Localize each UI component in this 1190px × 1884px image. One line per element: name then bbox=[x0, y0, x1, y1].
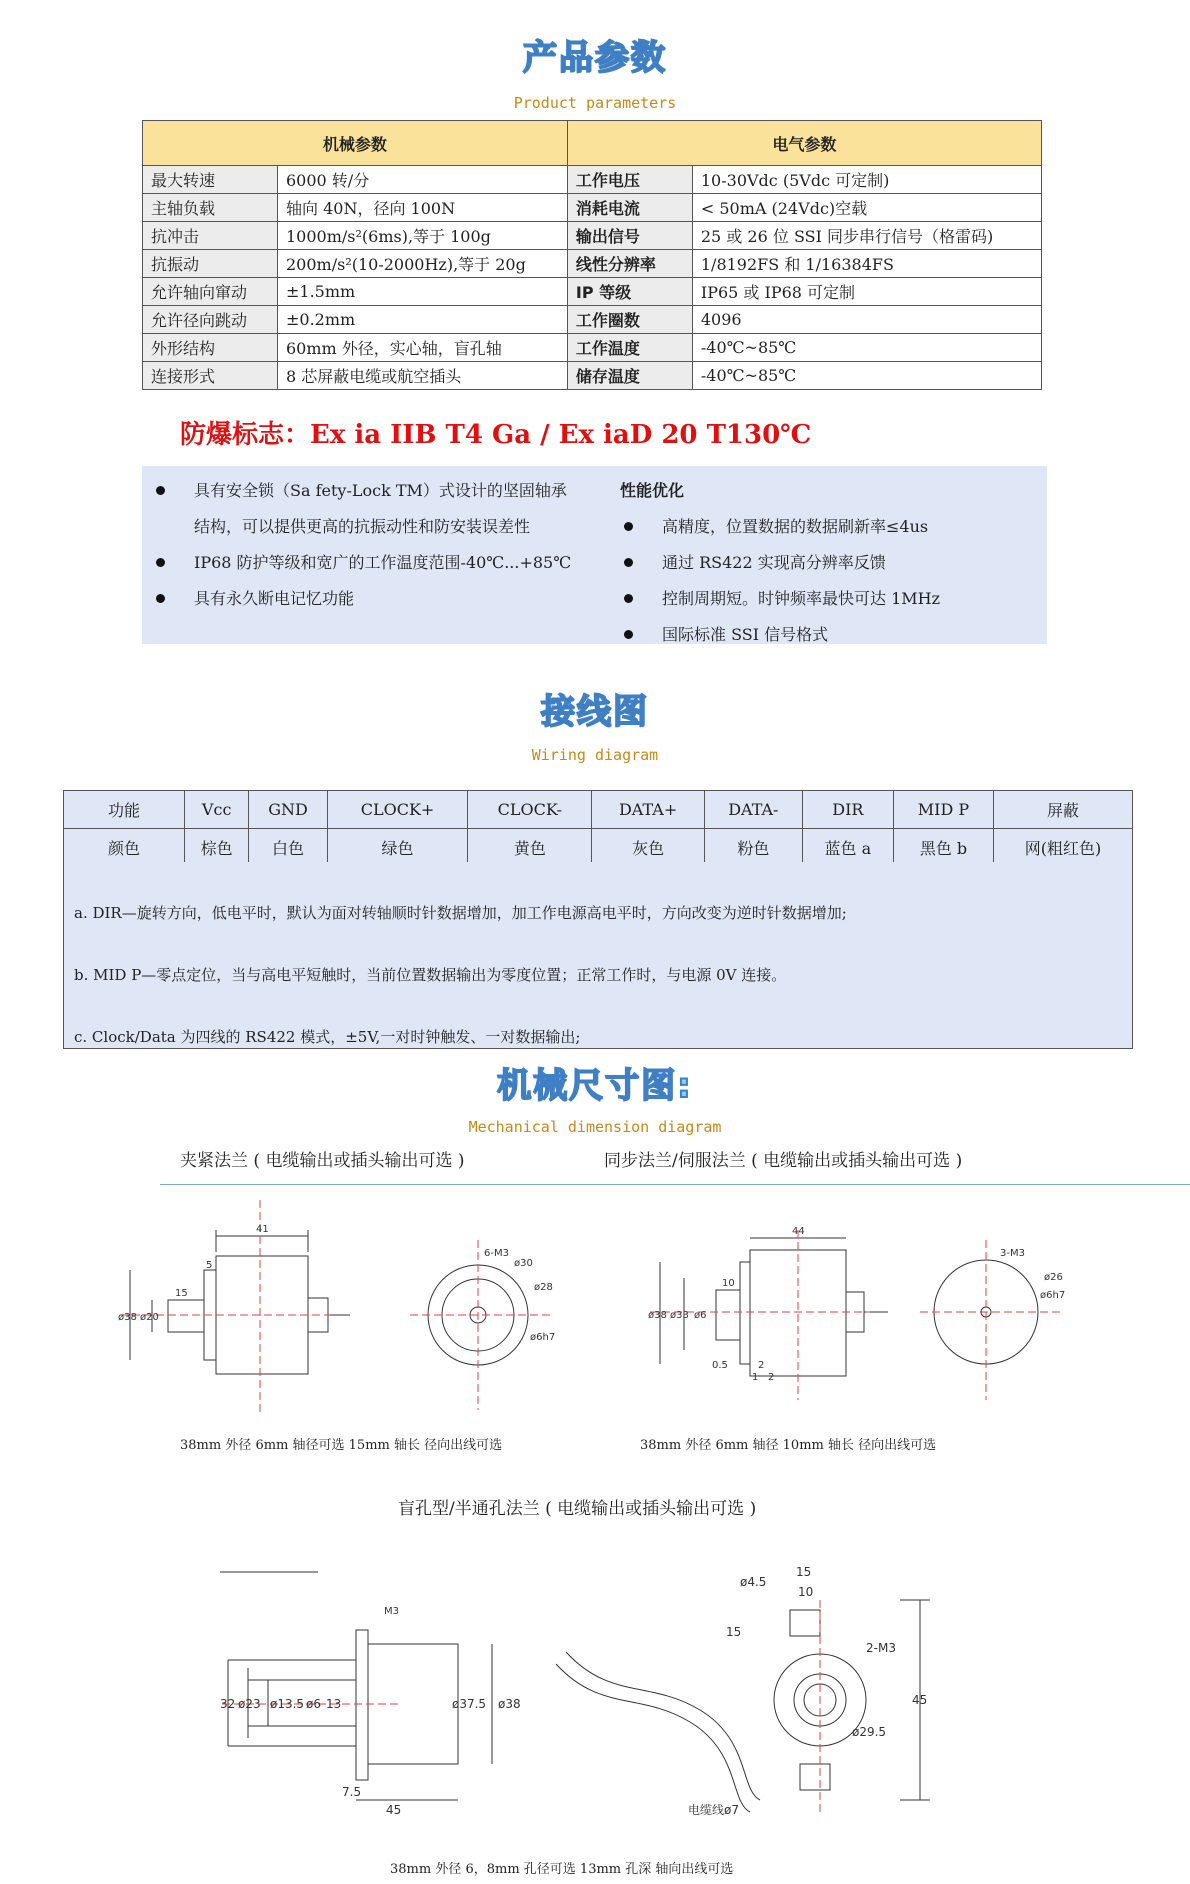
blind-hole-note: 38mm 外径 6，8mm 孔径可选 13mm 孔深 轴向出线可选 bbox=[390, 1862, 734, 1877]
elec-label: 输出信号 bbox=[567, 222, 692, 250]
elec-label: 线性分辨率 bbox=[567, 250, 692, 278]
explosion-mark: 防爆标志：Ex ia IIB T4 Ga / Ex iaD 20 T130℃ bbox=[180, 420, 812, 450]
dim-label: 电缆线ø7 bbox=[688, 1803, 739, 1817]
elec-header: 电气参数 bbox=[567, 121, 1041, 166]
wiring-cell: GND bbox=[249, 791, 327, 829]
dim-label: 3-M3 bbox=[1000, 1248, 1025, 1259]
wiring-cell: DIR bbox=[802, 791, 893, 829]
dim-label: 45 bbox=[912, 1693, 928, 1707]
dim-label: ø20 bbox=[140, 1312, 159, 1323]
wiring-cell: 黑色 b bbox=[893, 829, 993, 867]
wiring-cell: CLOCK+ bbox=[327, 791, 468, 829]
elec-value: 1/8192FS 和 1/16384FS bbox=[692, 250, 1041, 278]
mech-label: 抗振动 bbox=[143, 250, 278, 278]
mech-label: 连接形式 bbox=[143, 362, 278, 390]
elec-label: IP 等级 bbox=[567, 278, 692, 306]
dim-label: ø6 bbox=[694, 1310, 707, 1321]
elec-value: -40℃~85℃ bbox=[692, 362, 1041, 390]
dim-label: 6-M3 bbox=[484, 1248, 509, 1259]
dim-label: 2 bbox=[758, 1360, 765, 1371]
elec-label: 工作圈数 bbox=[567, 306, 692, 334]
dim-label: ø28 bbox=[534, 1282, 553, 1293]
elec-value: 10-30Vdc (5Vdc 可定制) bbox=[692, 166, 1041, 194]
dim-label: 0.5 bbox=[712, 1360, 728, 1371]
wiring-cell: 白色 bbox=[249, 829, 327, 867]
wiring-cell: 网(粗红色) bbox=[994, 829, 1133, 867]
clamp-flange-note: 38mm 外径 6mm 轴径可选 15mm 轴长 径向出线可选 bbox=[180, 1438, 503, 1453]
mech-value: 1000m/s²(6ms),等于 100g bbox=[278, 222, 568, 250]
wiring-note: a. DIR—旋转方向，低电平时，默认为面对转轴顺时针数据增加，加工作电源高电平时，方向改变为逆时针数据增加; bbox=[74, 904, 847, 922]
wiring-cell: CLOCK- bbox=[468, 791, 592, 829]
dim-label: 15 bbox=[726, 1625, 742, 1639]
blind-hole-caption: 盲孔型/半通孔法兰 ( 电缆输出或插头输出可选 ) bbox=[398, 1499, 757, 1519]
mech-value: 8 芯屏蔽电缆或航空插头 bbox=[278, 362, 568, 390]
elec-value: 4096 bbox=[692, 306, 1041, 334]
dim-label: 41 bbox=[256, 1224, 269, 1235]
mech-label: 外形结构 bbox=[143, 334, 278, 362]
mech-label: 抗冲击 bbox=[143, 222, 278, 250]
dim-label: ø33 bbox=[670, 1310, 689, 1321]
wiring-cell: DATA+ bbox=[592, 791, 705, 829]
dim-label: ø29.5 bbox=[852, 1725, 887, 1739]
mech-header: 机械参数 bbox=[143, 121, 568, 166]
dim-label: ø30 bbox=[514, 1258, 533, 1269]
feature-left: 具有安全锁（Sa fety-Lock TM）式设计的坚固轴承 bbox=[194, 481, 567, 500]
dim-label: ø4.5 bbox=[740, 1575, 767, 1589]
elec-value: 25 或 26 位 SSI 同步串行信号（格雷码) bbox=[692, 222, 1041, 250]
mech-value: 200m/s²(10-2000Hz),等于 20g bbox=[278, 250, 568, 278]
elec-value: IP65 或 IP68 可定制 bbox=[692, 278, 1041, 306]
dim-label: 45 bbox=[386, 1803, 402, 1817]
wiring-cell: 棕色 bbox=[185, 829, 249, 867]
feature-right-title: 性能优化 bbox=[620, 481, 685, 500]
dim-label: 15 bbox=[796, 1565, 812, 1579]
dim-label: 7.5 bbox=[342, 1785, 362, 1799]
wiring-cell: 绿色 bbox=[327, 829, 468, 867]
wiring-cell: DATA- bbox=[704, 791, 802, 829]
sync-flange-note: 38mm 外径 6mm 轴径 10mm 轴长 径向出线可选 bbox=[640, 1438, 937, 1453]
dim-label: ø26 bbox=[1044, 1272, 1063, 1283]
dim-label: ø38 bbox=[648, 1310, 667, 1321]
wiring-cell: 功能 bbox=[64, 791, 185, 829]
mech-value: 轴向 40N，径向 100N bbox=[278, 194, 568, 222]
mech-value: ±1.5mm bbox=[278, 278, 568, 306]
elec-value: -40℃~85℃ bbox=[692, 334, 1041, 362]
wiring-note: b. MID P—零点定位，当与高电平短触时，当前位置数据输出为零度位置；正常工作时，与电源 0V 连接。 bbox=[74, 966, 787, 984]
wiring-cell: 灰色 bbox=[592, 829, 705, 867]
mech-label: 最大转速 bbox=[143, 166, 278, 194]
mech-label: 允许轴向窜动 bbox=[143, 278, 278, 306]
feature-left: 结构，可以提供更高的抗振动性和防安装误差性 bbox=[194, 517, 531, 536]
feature-right: 国际标准 SSI 信号格式 bbox=[662, 625, 829, 644]
dim-label: ø6h7 bbox=[530, 1332, 556, 1343]
wiring-cell: 蓝色 a bbox=[802, 829, 893, 867]
mech-label: 允许径向跳动 bbox=[143, 306, 278, 334]
mechanical-title: 机械尺寸图: bbox=[497, 1066, 693, 1106]
dim-label: ø6h7 bbox=[1040, 1290, 1066, 1301]
feature-left: 具有永久断电记忆功能 bbox=[194, 589, 355, 608]
mech-value: ±0.2mm bbox=[278, 306, 568, 334]
dim-label: 13 bbox=[326, 1697, 342, 1711]
dim-label: ø23 bbox=[238, 1697, 261, 1711]
feature-left: IP68 防护等级和宽广的工作温度范围-40℃...+85℃ bbox=[194, 553, 572, 572]
dim-label: ø6 bbox=[306, 1697, 321, 1711]
elec-label: 消耗电流 bbox=[567, 194, 692, 222]
mech-value: 60mm 外径，实心轴，盲孔轴 bbox=[278, 334, 568, 362]
dim-label: ø13.5 bbox=[270, 1697, 305, 1711]
product-title: 产品参数 bbox=[523, 38, 667, 78]
wiring-title: 接线图 bbox=[541, 692, 649, 732]
dim-label: 44 bbox=[792, 1226, 805, 1237]
wiring-cell: 黄色 bbox=[468, 829, 592, 867]
clamp-flange-caption: 夹紧法兰 ( 电缆输出或插头输出可选 ) bbox=[180, 1151, 465, 1171]
dim-label: 10 bbox=[722, 1278, 735, 1289]
dim-label: 5 bbox=[206, 1260, 213, 1271]
dim-label: 32 bbox=[220, 1697, 236, 1711]
dim-label: ø38 bbox=[498, 1697, 521, 1711]
feature-right: 高精度，位置数据的数据刷新率≤4us bbox=[662, 517, 929, 536]
dim-label: 2 bbox=[768, 1372, 775, 1383]
dim-label: ø38 bbox=[118, 1312, 137, 1323]
elec-label: 储存温度 bbox=[567, 362, 692, 390]
product-subtitle: Product parameters bbox=[513, 94, 677, 112]
dim-label: 10 bbox=[798, 1585, 814, 1599]
elec-label: 工作电压 bbox=[567, 166, 692, 194]
feature-right: 通过 RS422 实现高分辨率反馈 bbox=[662, 553, 886, 572]
dim-label: 2-M3 bbox=[866, 1641, 896, 1655]
dim-label: M3 bbox=[384, 1606, 399, 1617]
feature-right: 控制周期短。时钟频率最快可达 1MHz bbox=[662, 589, 941, 608]
wiring-cell: MID P bbox=[893, 791, 993, 829]
elec-value: < 50mA (24Vdc)空载 bbox=[692, 194, 1041, 222]
dim-label: 1 bbox=[752, 1372, 759, 1383]
sync-flange-caption: 同步法兰/伺服法兰 ( 电缆输出或插头输出可选 ) bbox=[604, 1151, 963, 1171]
wiring-cell: 粉色 bbox=[704, 829, 802, 867]
wiring-cell: Vcc bbox=[185, 791, 249, 829]
elec-label: 工作温度 bbox=[567, 334, 692, 362]
mechanical-subtitle: Mechanical dimension diagram bbox=[468, 1118, 722, 1136]
mech-value: 6000 转/分 bbox=[278, 166, 568, 194]
wiring-cell: 屏蔽 bbox=[994, 791, 1133, 829]
dim-label: ø37.5 bbox=[452, 1697, 487, 1711]
wiring-subtitle: Wiring diagram bbox=[531, 746, 659, 764]
wiring-note: c. Clock/Data 为四线的 RS422 模式，±5V,一对时钟触发、一对数据输出; bbox=[74, 1028, 581, 1046]
dim-label: 15 bbox=[175, 1288, 188, 1299]
wiring-cell: 颜色 bbox=[64, 829, 185, 867]
mech-label: 主轴负载 bbox=[143, 194, 278, 222]
